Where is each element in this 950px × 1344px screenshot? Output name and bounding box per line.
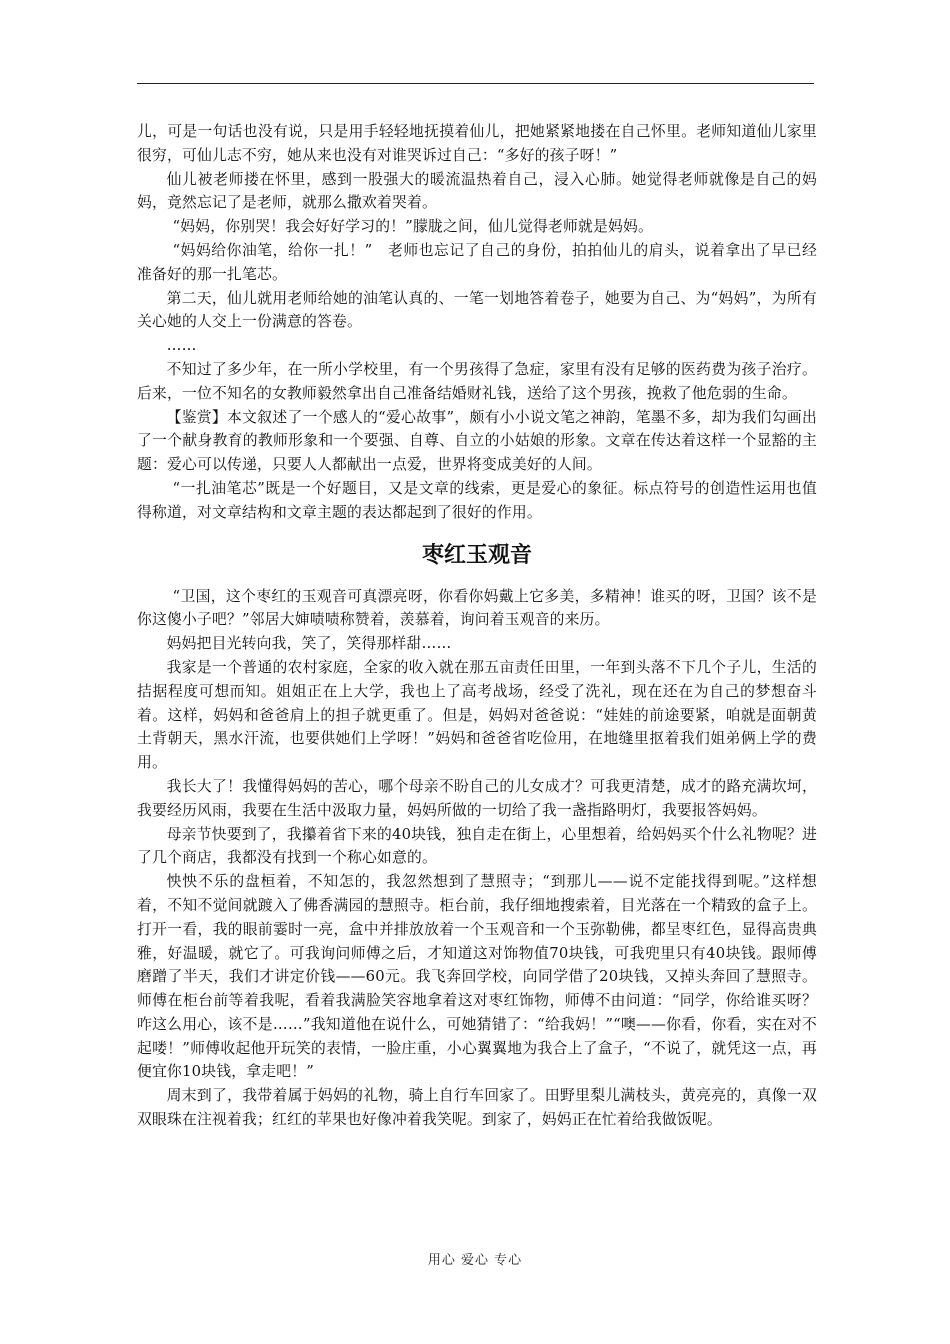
paragraph: “卫国，这个枣红的玉观音可真漂亮呀，你看你妈戴上它多美，多精神！谁买的呀，卫国？该不是你这傻小子吧？”邻居大婶啧啧称赞着，羡慕着，询问着玉观音的来历。 <box>137 587 817 629</box>
paragraph: 第二天，仙儿就用老师给她的油笔认真的、一笔一划地答着卷子，她要为自己、为“妈妈”，为所有关心她的人交上一份满意的答卷。 <box>137 289 817 331</box>
paragraph: 不知过了多少年，在一所小学校里，有一个男孩得了急症，家里有没有足够的医药费为孩子治疗。后来，一位不知名的女教师毅然拿出自己准备结婚财礼钱，送给了这个男孩，挽救了他危弱的生命。 <box>137 360 817 402</box>
appreciation-paragraph: 【鉴赏】本文叙述了一个感人的“爱心故事”，颇有小小说文笔之神韵，笔墨不多，却为我们勾画出了一个献身教育的教师形象和一个要强、自尊、自立的小姑娘的形象。文章在传达着这样一个显豁的主题：爱心可以传递，只要人人都献出一点爱，世界将变成美好的人间。 <box>137 408 817 474</box>
paragraph: 妈妈把目光转向我，笑了，笑得那样甜…… <box>166 635 452 653</box>
paragraph: 我长大了！我懂得妈妈的苦心，哪个母亲不盼自己的儿女成才？可我更清楚，成才的路充满坎坷，我要经历风雨，我要在生活中汲取力量，妈妈所做的一切给了我一盏指路明灯，我要报答妈妈。 <box>137 777 817 819</box>
article-title: 枣红玉观音 <box>421 542 532 568</box>
paragraph: 仙儿被老师搂在怀里，感到一股强大的暖流温热着自己，浸入心肺。她觉得老师就像是自己的妈妈，竟然忘记了是老师，就那么撒欢着哭着。 <box>137 170 817 212</box>
paragraph: “妈妈给你油笔，给你一扎！” 老师也忘记了自己的身份，拍拍仙儿的肩头，说着拿出了早已经准备好的那一扎笔芯。 <box>137 241 817 283</box>
story-xian-er <box>137 120 817 525</box>
paragraph: 母亲节快要到了，我攥着省下来的40块钱，独自走在街上，心里想着，给妈妈买个什么礼物呢？进了几个商店，我都没有找到一个称心如意的。 <box>137 825 817 867</box>
paragraph: “妈妈，你别哭！我会好好学习的！”朦胧之间，仙儿觉得老师就是妈妈。 <box>172 218 653 236</box>
header-rule <box>137 83 814 84</box>
paragraph: 怏怏不乐的盘桓着，不知怎的，我忽然想到了慧照寺；“到那儿——说不定能找得到呢。”这样想着，不知不觉间就踱入了佛香满园的慧照寺。柜台前，我仔细地搜索着，目光落在一个精致的盒子上。打开一看，我的眼前霎时一亮，盒中并排放放着一个玉观音和一个玉弥勒佛，都呈枣红色，显得高贵典雅，好温暖，就它了。可我询问师傅之后，才知道这对饰物值70块钱，可我兜里只有40块钱。跟师傅磨蹭了半天，我们才讲定价钱——60元。我飞奔回学校，向同学借了20块钱，又掉头奔回了慧照寺。师傅在柜台前等着我呢，看着我满脸笑容地拿着这对枣红饰物，师傅不由问道：“同学，你给谁买呀？咋这么用心，该不是……”我知道他在说什么，可她猜错了：“给我妈！”“噢——你看，你看，实在对不起喽！”师傅收起他开玩笑的表情，一脸庄重，小心翼翼地为我合上了盒子，“不说了，就凭这一点，再便宜你10块钱，拿走吧！” <box>137 873 817 1081</box>
ellipsis-line: …… <box>166 337 197 355</box>
story-jade-guanyin <box>137 585 817 1132</box>
paragraph: 周末到了，我带着属于妈妈的礼物，骑上自行车回家了。田野里梨儿满枝头，黄亮亮的，真像一双双眼珠在注视着我；红红的苹果也好像冲着我笑呢。到家了，妈妈正在忙着给我做饭呢。 <box>137 1087 817 1129</box>
page-footer: 用心 爱心 专心 <box>427 1253 523 1268</box>
paragraph: 我家是一个普通的农村家庭，全家的收入就在那五亩责任田里，一年到头落不下几个子儿，生活的拮据程度可想而知。姐姐正在上大学，我也上了高考战场，经受了洗礼，现在还在为自己的梦想奋斗着。这样，妈妈和爸爸肩上的担子就更重了。但是，妈妈对爸爸说：“娃娃的前途要紧，咱就是面朝黄土背朝天，黑水汗流，也要供她们上学呀！”妈妈和爸爸省吃俭用，在地缝里抠着我们姐弟俩上学的费用。 <box>137 658 817 772</box>
paragraph: 儿，可是一句话也没有说，只是用手轻轻地抚摸着仙儿，把她紧紧地搂在自己怀里。老师知道仙儿家里很穷，可仙儿志不穷，她从来也没有对谁哭诉过自己：“多好的孩子呀！” <box>137 123 817 164</box>
paragraph: “一扎油笔芯”既是一个好题目，又是文章的线索，更是爱心的象征。标点符号的创造性运用也值得称道，对文章结构和文章主题的表达都起到了很好的作用。 <box>137 479 817 521</box>
page-body <box>137 120 817 1132</box>
